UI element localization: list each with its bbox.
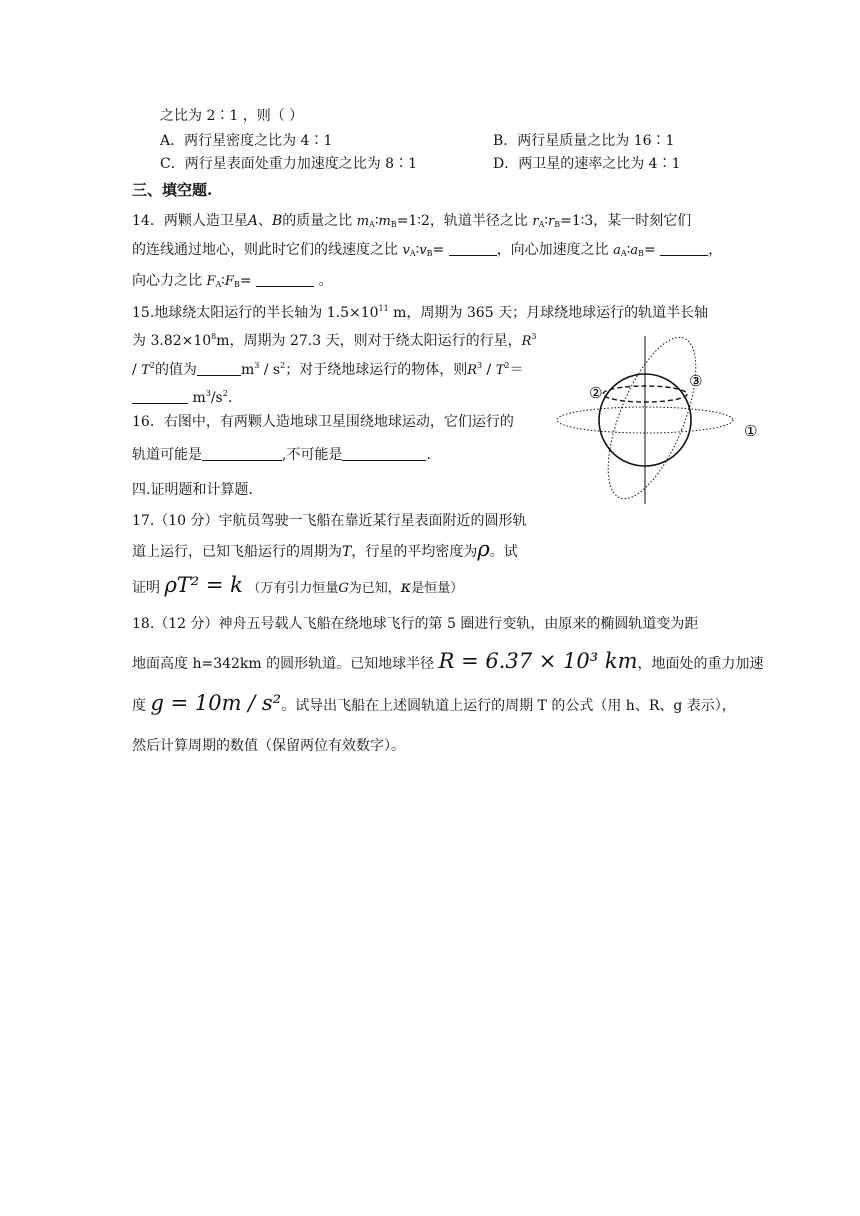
q18-text: 。试导出飞船在上述圆轨道上运行的周期 T 的公式（用 h、R、g 表示），	[281, 698, 736, 714]
q15-t: T	[495, 363, 505, 378]
orbit-label-1: ①	[744, 422, 758, 440]
q17-text: 。试	[489, 544, 518, 560]
q14-r: r	[548, 214, 555, 229]
formula-rho-t2-k: ρT² = k	[164, 573, 243, 597]
q14-comma: ，	[708, 242, 723, 258]
q17-rho: ρ	[477, 537, 490, 561]
q18-line-2	[132, 648, 764, 677]
q14-f: F	[224, 274, 234, 289]
q15-exp: 2	[149, 361, 155, 370]
q15-unit: m	[240, 362, 255, 378]
q15-exp: 8	[211, 332, 217, 341]
q18-text: 地面高度 h=342km 的圆形轨道。已知地球半径	[132, 656, 435, 672]
q14-a: a	[630, 243, 639, 258]
section-3-title: 三、填空题.	[132, 181, 213, 199]
q15-text: ；对于绕地球运行的物体，则	[285, 362, 468, 378]
answer-blank-earth[interactable]	[132, 389, 188, 404]
q18-text: 度	[132, 698, 146, 714]
q14-sub: B	[390, 220, 397, 229]
answer-blank-velocity[interactable]	[449, 241, 497, 256]
q16-text: .	[426, 447, 431, 463]
q17-line-1: 17.（10 分）宇航员驾驶一飞船在靠近某行星表面附近的圆形轨	[132, 513, 527, 529]
q14-colon: ∶	[544, 213, 548, 229]
answer-blank-sun[interactable]	[197, 361, 241, 376]
q14-text: 向心力之比	[132, 273, 202, 289]
q15-text: m，周期为 365 天；月球绕地球运行的轨道半长轴	[388, 305, 709, 321]
q17-period: T	[342, 544, 352, 560]
q17-kappa: κ	[400, 577, 412, 596]
q17-text: （万有引力恒量	[247, 581, 339, 596]
formula-gravity: g = 10m / s²	[150, 691, 282, 715]
q14-sub: A	[538, 220, 545, 229]
q17-g: G	[338, 581, 349, 596]
q18-line-1: 18.（12 分）神舟五号载人飞船在绕地球飞行的第 5 圈进行变轨，由原来的椭圆轨道变为距	[132, 616, 699, 632]
q17-text: 道上运行，已知飞船运行的周期为	[132, 544, 342, 560]
q14-sub: B	[554, 220, 561, 229]
q14-sub: B	[638, 249, 644, 258]
q15-text: /	[482, 362, 496, 378]
q14-r: r	[532, 214, 539, 229]
q14-eq: =	[644, 242, 661, 258]
q14-eq: =	[239, 273, 257, 289]
formula-earth-radius: R = 6.37 × 10³ km	[438, 649, 638, 673]
q17-text: 证明	[132, 580, 160, 596]
q14-a: a	[613, 243, 621, 258]
q14-radius-ratio: =1∶3，某一时刻它们	[560, 213, 692, 229]
q16-line-1: 16．右图中，有两颗人造地球卫星围绕地球运动，它们运行的	[132, 414, 514, 430]
q14-text: 14．两颗人造卫星	[132, 213, 248, 229]
q15-exp: 3	[254, 361, 260, 370]
q13-option-c: C．两行星表面处重力加速度之比为 8∶1	[160, 156, 417, 172]
q14-sub: A	[620, 249, 627, 258]
q14-f: F	[206, 274, 216, 289]
q15-exp: 3	[477, 361, 483, 370]
q14-v: v	[402, 243, 410, 258]
q16-text: ,不可能是	[282, 447, 343, 463]
q14-line-2	[132, 240, 722, 264]
q15-line-3	[132, 356, 524, 381]
q13-option-d: D．两卫星的速率之比为 4∶1	[493, 156, 681, 172]
q14-end: 。	[314, 273, 333, 289]
q14-colon: ∶	[221, 273, 225, 289]
q14-colon: ∶	[374, 213, 379, 229]
q15-exp: 3	[531, 332, 537, 341]
q14-m: m	[356, 214, 370, 229]
q14-sub: A	[215, 280, 222, 289]
q14-text: 的质量之比	[282, 213, 353, 229]
q14-sat-b: B	[271, 213, 283, 229]
q15-unit: / s	[259, 362, 281, 378]
q17-line-2	[132, 539, 518, 562]
q17-text: ，行星的平均密度为	[351, 544, 478, 560]
q18-line-3	[132, 690, 736, 719]
answer-blank-force[interactable]	[256, 272, 314, 287]
q16-text: 轨道可能是	[132, 447, 202, 463]
q14-eq: =	[432, 242, 449, 258]
q15-t: T	[141, 363, 150, 378]
q17-text: 为已知，	[348, 581, 401, 596]
orbit-3-inclined	[590, 332, 714, 508]
q15-line-2	[132, 327, 537, 352]
answer-blank-acceleration[interactable]	[660, 241, 708, 256]
q15-unit: m	[188, 390, 206, 406]
q15-unit: /s	[210, 390, 223, 406]
q14-sub: A	[409, 249, 416, 258]
section-4-title: 四.证明题和计算题.	[132, 482, 253, 498]
q14-sep: 、	[257, 213, 272, 229]
q15-exp: 2	[222, 389, 228, 398]
q14-sub: B	[426, 249, 433, 258]
q18-text: ，地面处的重力加速	[637, 656, 764, 672]
q15-r: R	[467, 363, 478, 378]
q14-colon: ∶	[626, 242, 631, 258]
q13-option-a: A．两行星密度之比为 4∶1	[160, 133, 333, 149]
answer-blank-possible[interactable]	[202, 446, 282, 461]
q15-text: 的值为	[154, 362, 197, 378]
q14-line-1	[132, 211, 691, 235]
q15-text: 为 3.82×10	[132, 333, 212, 349]
q14-sat-a: A	[247, 213, 258, 229]
q14-text: ，向心加速度之比	[496, 242, 609, 258]
q14-v: v	[419, 243, 427, 258]
q15-r: R	[521, 334, 532, 349]
q15-line-1	[132, 299, 708, 323]
q14-colon: ∶	[415, 242, 420, 258]
q14-m: m	[378, 214, 391, 229]
q15-line-4	[132, 384, 232, 408]
q15-text: m，周期为 27.3 天，则对于绕太阳运行的行星，	[216, 333, 522, 349]
q17-line-3	[132, 572, 463, 602]
q15-text: ＝	[509, 362, 524, 378]
q14-text: 的连线通过地心，则此时它们的线速度之比	[132, 242, 398, 258]
q17-text: 是恒量）	[411, 581, 464, 596]
q14-sub: B	[233, 280, 240, 289]
q15-exp: 2	[504, 361, 510, 370]
q14-sub: A	[369, 220, 375, 229]
q15-text: .	[227, 390, 233, 406]
q15-exp: 2	[280, 361, 286, 370]
q15-text: /	[132, 362, 142, 378]
answer-blank-impossible[interactable]	[342, 446, 426, 461]
q16-line-2	[132, 445, 431, 465]
q14-mass-ratio: =1∶2，轨道半径之比	[396, 213, 528, 229]
q15-exp: 11	[378, 304, 389, 313]
q13-option-b: B．两行星质量之比为 16∶1	[493, 133, 675, 149]
q14-line-3	[132, 271, 332, 295]
orbit-diagram	[552, 332, 772, 508]
orbit-label-2: ②	[589, 384, 603, 402]
q15-text: 15.地球绕太阳运行的半长轴为 1.5×10	[132, 305, 379, 321]
q15-exp: 3	[205, 389, 211, 398]
q18-line-4: 然后计算周期的数值（保留两位有效数字）。	[132, 738, 405, 754]
orbit-label-3: ③	[689, 372, 703, 390]
q13-stem-tail: 之比为 2∶1 ，则（ ）	[160, 108, 304, 124]
